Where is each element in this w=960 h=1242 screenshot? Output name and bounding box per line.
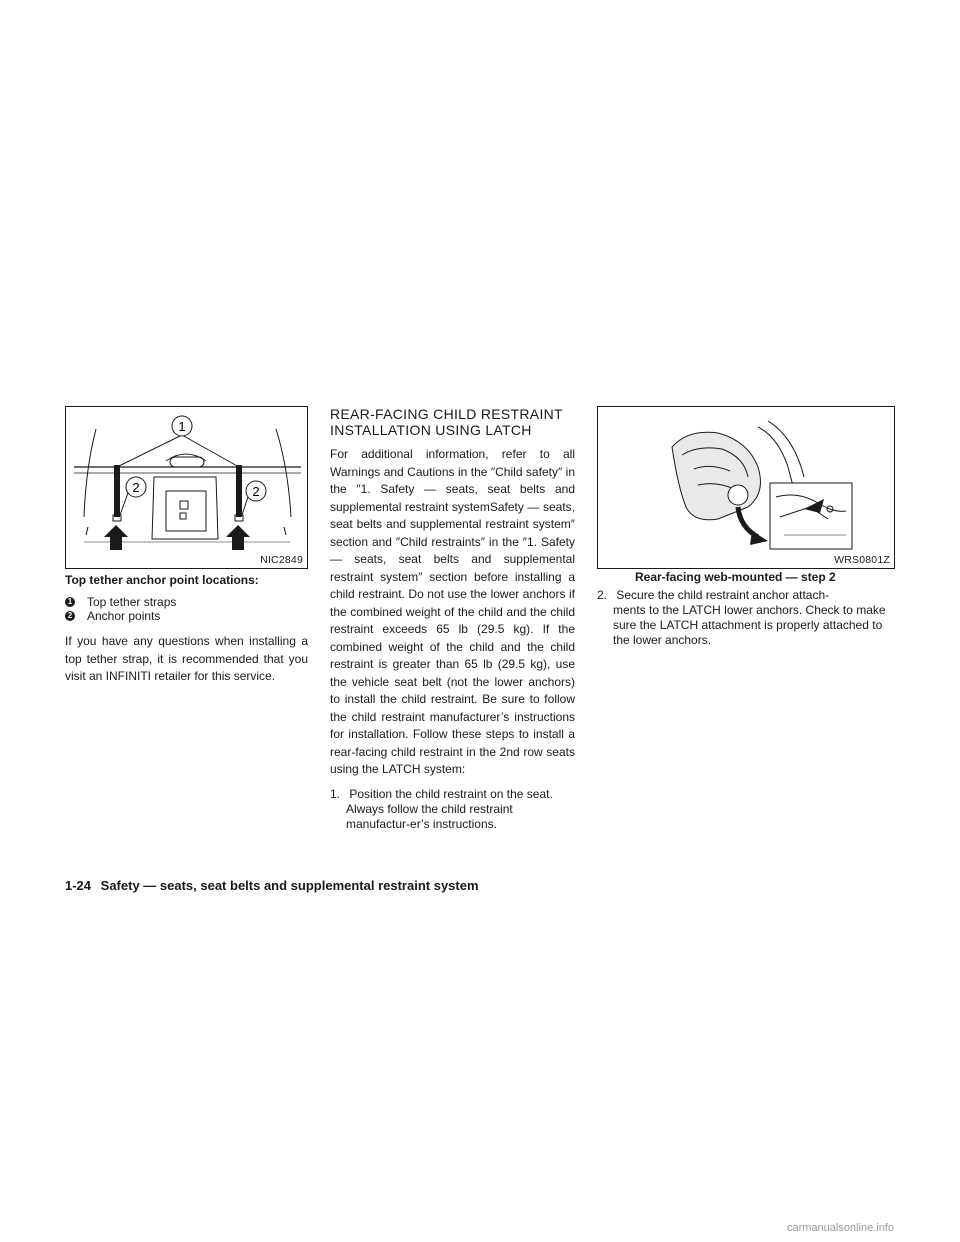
- body-paragraph: For additional information, refer to all Warnings and Cautions in the ″Child safety″ in the ″1. Safety — seats, seat belts and supplemental restraint systemSafety — seats, seat belts and supplemental restraint system″ section and ″Child restraints″ in the ″1. Safety — seats, seat belts and supplemental restraint system″ section before installing a child restraint. Do not use the lower anchors if the combined weight of the child and the child restraint exceeds 65 lb (29.5 kg). If the combined weight of the child and the child restraint is greater than 65 lb (29.5 kg), use the vehicle seat belt (not the lower anchors) to install the child restraint. Be sure to follow the child restraint manufacturer’s instructions for installation. Follow these steps to install a rear-facing child restraint in the 2nd row seats using the LATCH system:: [330, 447, 575, 776]
- arrow-up-icon: [226, 525, 250, 550]
- legend-label: Top tether straps: [87, 595, 177, 609]
- arrow-up-icon: [104, 525, 128, 550]
- curved-arrow-icon: [750, 531, 768, 545]
- legend-item: [65, 595, 308, 609]
- step-text-rest: Always follow the child restraint manufactur-er’s instructions.: [346, 801, 513, 831]
- step-2: [597, 588, 895, 648]
- column-middle: [330, 406, 575, 832]
- watermark: carmanualsonline.info: [787, 1222, 895, 1234]
- body-paragraph: If you have any questions when installing a top tether strap, it is recommended that you visit an INFINITI retailer for this service.: [65, 634, 308, 683]
- figure-rear-facing: [597, 406, 895, 569]
- callout-number: 2: [65, 611, 75, 621]
- footer-section-title: Safety — seats, seat belts and supplemental restraint system: [100, 878, 479, 893]
- column-left: [65, 406, 308, 686]
- figure-code: NIC2849: [260, 554, 303, 566]
- legend: [65, 595, 308, 623]
- step-text-first: Secure the child restraint anchor attach-: [616, 588, 830, 602]
- section-heading: REAR-FACING CHILD RESTRAINT INSTALLATION USING LATCH: [330, 406, 563, 438]
- rear-facing-seat-illustration: [598, 407, 894, 568]
- page-number: 1-24: [65, 878, 92, 893]
- tether-anchor-illustration: [66, 407, 307, 568]
- column-right: [597, 406, 895, 648]
- legend-item: [65, 609, 308, 623]
- step-text-first: Position the child restraint on the seat.: [349, 786, 553, 801]
- figure-tether-anchors: [65, 406, 308, 569]
- page-footer: [65, 878, 479, 893]
- legend-label: Anchor points: [87, 609, 161, 623]
- callout-number: 1: [65, 597, 75, 607]
- svg-text:1: 1: [178, 419, 186, 434]
- figure-caption: Rear-facing web-mounted — step 2: [635, 570, 836, 584]
- step-number: 1.: [330, 786, 341, 801]
- svg-text:2: 2: [252, 484, 260, 499]
- svg-text:2: 2: [132, 480, 140, 495]
- step-number: 2.: [597, 588, 608, 602]
- step-text-rest: ments to the LATCH lower anchors. Check to make sure the LATCH attachment is properly attached to the lower anchors.: [613, 603, 886, 647]
- figure-code: WRS0801Z: [834, 554, 890, 566]
- figure-caption: Top tether anchor point locations:: [65, 573, 259, 587]
- step-1: [330, 787, 575, 832]
